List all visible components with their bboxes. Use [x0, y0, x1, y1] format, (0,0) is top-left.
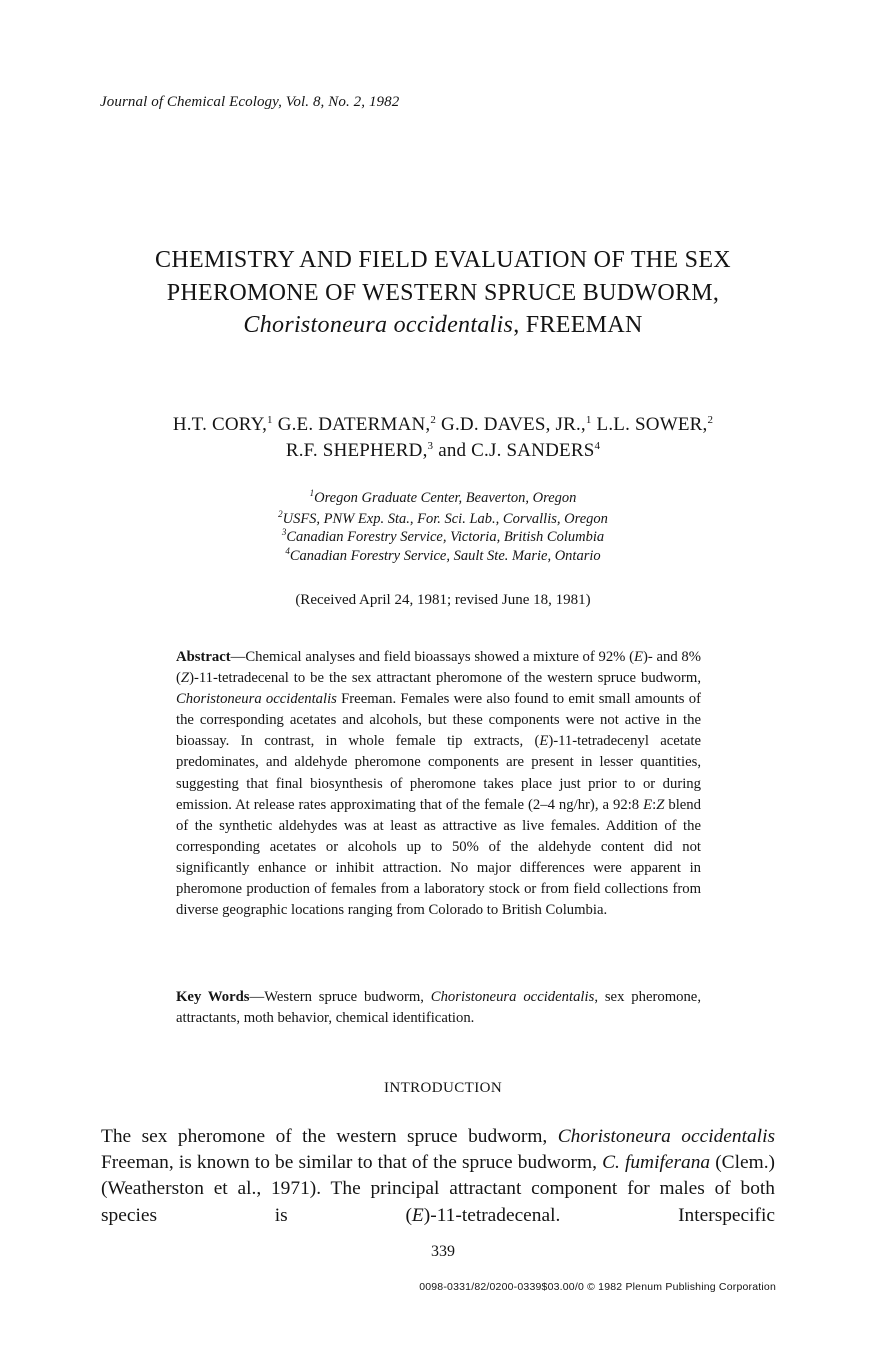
- authors-line-1: [0, 414, 886, 436]
- affiliation: [0, 548, 886, 565]
- abstract-text: :: [652, 796, 657, 813]
- affiliation-number: 4: [285, 546, 290, 556]
- affiliation-number: 2: [278, 509, 283, 519]
- introduction-paragraph: [101, 1124, 775, 1229]
- section-heading-introduction: INTRODUCTION: [383, 1080, 503, 1096]
- abstract-text: blend of the synthetic aldehydes was at least as attractive as live females. Addition of the corresponding acetates or alcohols up to 50% of the aldehyde content did not significantly enhance or inhibit attraction. No major differences were apparent in pheromone production of females from a laboratory stock or from field collections from diverse geographic locations ranging from Colorado to British Columbia.: [176, 796, 701, 919]
- abstract-text: )-11-tetradecenal to be the sex attractant pheromone of the western spruce budworm,: [189, 670, 701, 687]
- keywords-species: Choristoneura occidentalis: [430, 989, 595, 1005]
- affiliation-text: USFS, PNW Exp. Sta., For. Sci. Lab., Corvallis, Oregon: [282, 511, 608, 527]
- author-affiliation-mark: 4: [594, 440, 601, 452]
- affiliation-number: 3: [281, 527, 287, 537]
- intro-species: C. fumiferana: [602, 1152, 711, 1174]
- abstract-text: )-11-tetradecenyl acetate predominates, and aldehyde pheromone components are present in lesser quantities, suggesting that final biosynthesis of pheromone takes place just prior to or during emission. At release rates approximating that of the female (2–4 ng/hr), a 92:8: [176, 733, 701, 813]
- author-affiliation-mark: 2: [707, 414, 714, 426]
- intro-text: Freeman, is known to be similar to that of the spruce budworm,: [101, 1152, 603, 1174]
- abstract-isomer: E: [634, 649, 643, 665]
- intro-isomer: E: [411, 1204, 424, 1226]
- abstract-isomer: Z: [180, 670, 190, 687]
- keywords-label: Key Words: [176, 989, 250, 1005]
- title-line-1: CHEMISTRY AND FIELD EVALUATION OF THE SEX: [155, 247, 731, 273]
- received-dates: (Received April 24, 1981; revised June 18, 1981): [295, 592, 591, 608]
- author-name: L.L. SOWER,: [596, 414, 708, 435]
- affiliation-number: 1: [309, 488, 315, 498]
- author-affiliation-mark: 2: [430, 414, 437, 426]
- authors-line-2: [0, 440, 886, 462]
- journal-citation: Journal of Chemical Ecology, Vol. 8, No. 2, 1982: [100, 94, 400, 110]
- abstract-text: Freeman. Females were also found to emit small amounts of the corresponding acetates and alcohols, but these components were not active in the bioassay. In contrast, in whole female tip extracts, (: [176, 691, 701, 750]
- abstract-text: )- and 8% (: [176, 649, 701, 687]
- affiliation-text: Oregon Graduate Center, Beaverton, Oregon: [314, 490, 577, 506]
- abstract-text: —Chemical analyses and field bioassays showed a mixture of 92% (: [230, 649, 635, 665]
- title-line-3: [0, 312, 886, 339]
- page-number: 339: [431, 1243, 455, 1260]
- abstract-species: Choristoneura occidentalis: [176, 691, 337, 708]
- author-name: R.F. SHEPHERD,: [285, 440, 428, 461]
- intro-species: Choristoneura occidentalis: [557, 1126, 776, 1147]
- intro-text: The sex pheromone of the western spruce budworm,: [101, 1126, 558, 1147]
- abstract-label: Abstract: [176, 649, 231, 665]
- affiliation: [0, 511, 886, 528]
- intro-text: (Clem.) (Weatherston et al., 1971). The principal attractant component for males of both species is (: [101, 1152, 776, 1226]
- abstract-isomer: Z: [656, 796, 665, 813]
- intro-text: )-11-tetradecenal. Interspecific: [423, 1204, 775, 1226]
- affiliation: [0, 529, 886, 546]
- author-affiliation-mark: 1: [267, 414, 273, 426]
- keywords-text: , sex pheromone, attractants, moth behavior, chemical identification.: [176, 989, 701, 1026]
- abstract-isomer: E: [643, 796, 653, 813]
- author-name: G.E. DATERMAN,: [277, 414, 431, 435]
- affiliation-text: Canadian Forestry Service, Victoria, British Columbia: [286, 529, 605, 545]
- keywords-text: —Western spruce budworm,: [249, 989, 431, 1005]
- abstract-isomer: E: [539, 733, 549, 750]
- title-suffix: , FREEMAN: [513, 312, 643, 338]
- author-name: and C.J. SANDERS: [438, 440, 595, 461]
- copyright-line: 0098-0331/82/0200-0339$03.00/0 © 1982 Plenum Publishing Corporation: [419, 1281, 776, 1293]
- affiliation-text: Canadian Forestry Service, Sault Ste. Marie, Ontario: [289, 548, 601, 564]
- title-species: Choristoneura occidentalis: [243, 312, 514, 338]
- author-affiliation-mark: 1: [585, 414, 592, 426]
- affiliation: [0, 490, 886, 507]
- key-words: [176, 987, 701, 1029]
- author-name: G.D. DAVES, JR.,: [441, 414, 586, 435]
- author-affiliation-mark: 3: [427, 440, 434, 452]
- abstract: [176, 647, 701, 921]
- title-line-2: PHEROMONE OF WESTERN SPRUCE BUDWORM,: [166, 280, 720, 306]
- author-name: H.T. CORY,: [172, 414, 268, 435]
